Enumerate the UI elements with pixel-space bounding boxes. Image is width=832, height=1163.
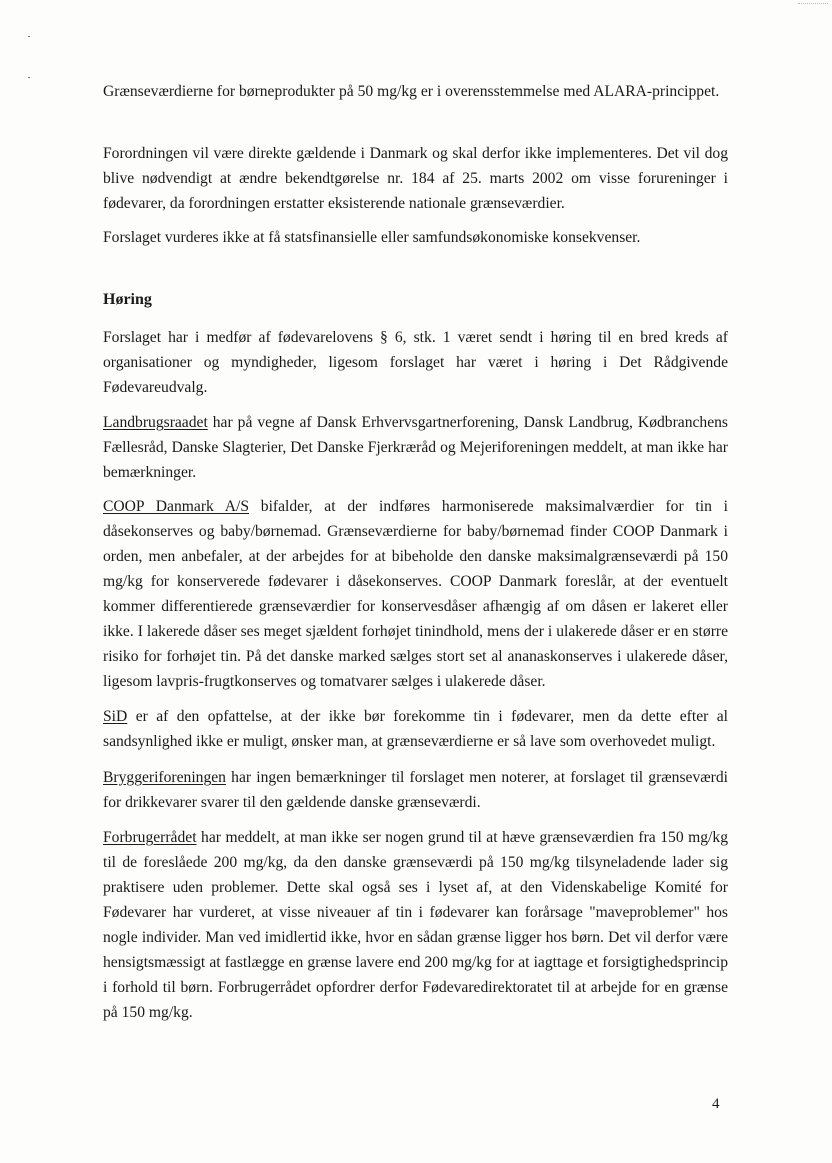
paragraph-alara: Grænseværdierne for børneprodukter på 50 mg/kg er i overensstemmelse med ALARA-princippet. xyxy=(103,83,720,100)
org-name: SiD xyxy=(103,708,128,725)
response-sid xyxy=(103,704,728,754)
response-bryggeriforeningen xyxy=(103,765,728,815)
org-name: Bryggeriforeningen xyxy=(103,769,226,786)
scan-speck xyxy=(28,77,30,78)
scan-corner-mark xyxy=(798,3,828,5)
response-text: har på vegne af Dansk Erhvervsgartnerforening, Dansk Landbrug, Kødbranchens Fællesråd, Danske Slagterier, Det Danske Fjerkræråd og Mejeriforeningen meddelt, at man ikke har bemærkninger. xyxy=(103,414,728,481)
response-text: er af den opfattelse, at der ikke bør forekomme tin i fødevarer, men da dette efter al sandsynlighed ikke er muligt, ønsker man, at grænseværdierne er så lave som overhovedet muligt. xyxy=(103,708,728,750)
section-heading-hoering: Høring xyxy=(103,291,152,308)
response-text: har ingen bemærkninger til forslaget men noterer, at forslaget til grænseværdi for drikkevarer svarer til den gældende danske grænseværdi. xyxy=(103,769,728,811)
page-number: 4 xyxy=(712,1096,720,1112)
org-name: Landbrugsraadet xyxy=(103,414,208,431)
response-coop xyxy=(103,494,728,694)
scan-speck xyxy=(28,36,30,37)
response-forbrugerraadet xyxy=(103,825,728,1025)
org-name: Forbrugerrådet xyxy=(103,829,197,846)
paragraph-konsekvenser: Forslaget vurderes ikke at få statsfinansielle eller samfundsøkonomiske konsekvenser. xyxy=(103,229,641,246)
response-landbrugsraadet xyxy=(103,410,728,485)
paragraph-forordning: Forordningen vil være direkte gældende i Danmark og skal derfor ikke implementeres. Det vil dog blive nødvendigt at ændre bekendtgørelse nr. 184 af 25. marts 2002 om visse forureninger i fødevarer, da forordningen erstatter eksisterende nationale grænseværdier. xyxy=(103,145,728,212)
org-name: COOP Danmark A/S xyxy=(103,498,249,515)
paragraph-hoering-intro: Forslaget har i medfør af fødevarelovens § 6, stk. 1 været sendt i høring til en bred kreds af organisationer og myndigheder, ligesom forslaget har været i høring i Det Rådgivende Fødevareudvalg. xyxy=(103,329,728,396)
response-text: har meddelt, at man ikke ser nogen grund til at hæve grænseværdien fra 150 mg/kg til de foreslåede 200 mg/kg, da den danske grænseværdi på 150 mg/kg tilsyneladende lader sig praktisere uden problemer. Dette skal også ses i lyset af, at den Videnskabelige Komité for Fødevarer har vurderet, at visse niveauer af tin i fødevarer kan forårsage "maveproblemer" hos nogle individer. Man ved imidlertid ikke, hvor en sådan grænse ligger hos børn. Det vil derfor være hensigtsmæssigt at fastlægge en grænse lavere end 200 mg/kg for at iagttage et forsigtighedsprincip i forhold til børn. Forbrugerrådet opfordrer derfor Fødevaredirektoratet til at arbejde for en grænse på 150 mg/kg. xyxy=(103,829,728,1021)
response-text: bifalder, at der indføres harmoniserede maksimalværdier for tin i dåsekonserves og baby/børnemad. Grænseværdierne for baby/børnemad finder COOP Danmark i orden, men anbefaler, at der arbejdes for at bibeholde den danske maksimalgrænseværdi på 150 mg/kg for konserverede fødevarer i dåsekonserves. COOP Danmark foreslår, at der eventuelt kommer differentierede grænseværdier for konservesdåser afhængig af om dåsen er lakeret eller ikke. I lakerede dåser ses meget sjældent forhøjet tinindhold, mens der i ulakerede dåser er en større risiko for forhøjet tin. På det danske marked sælges stort set al ananaskonserves i ulakerede dåser, ligesom lavpris-frugtkonserves og tomatvarer sælges i ulakerede dåser. xyxy=(103,498,729,690)
